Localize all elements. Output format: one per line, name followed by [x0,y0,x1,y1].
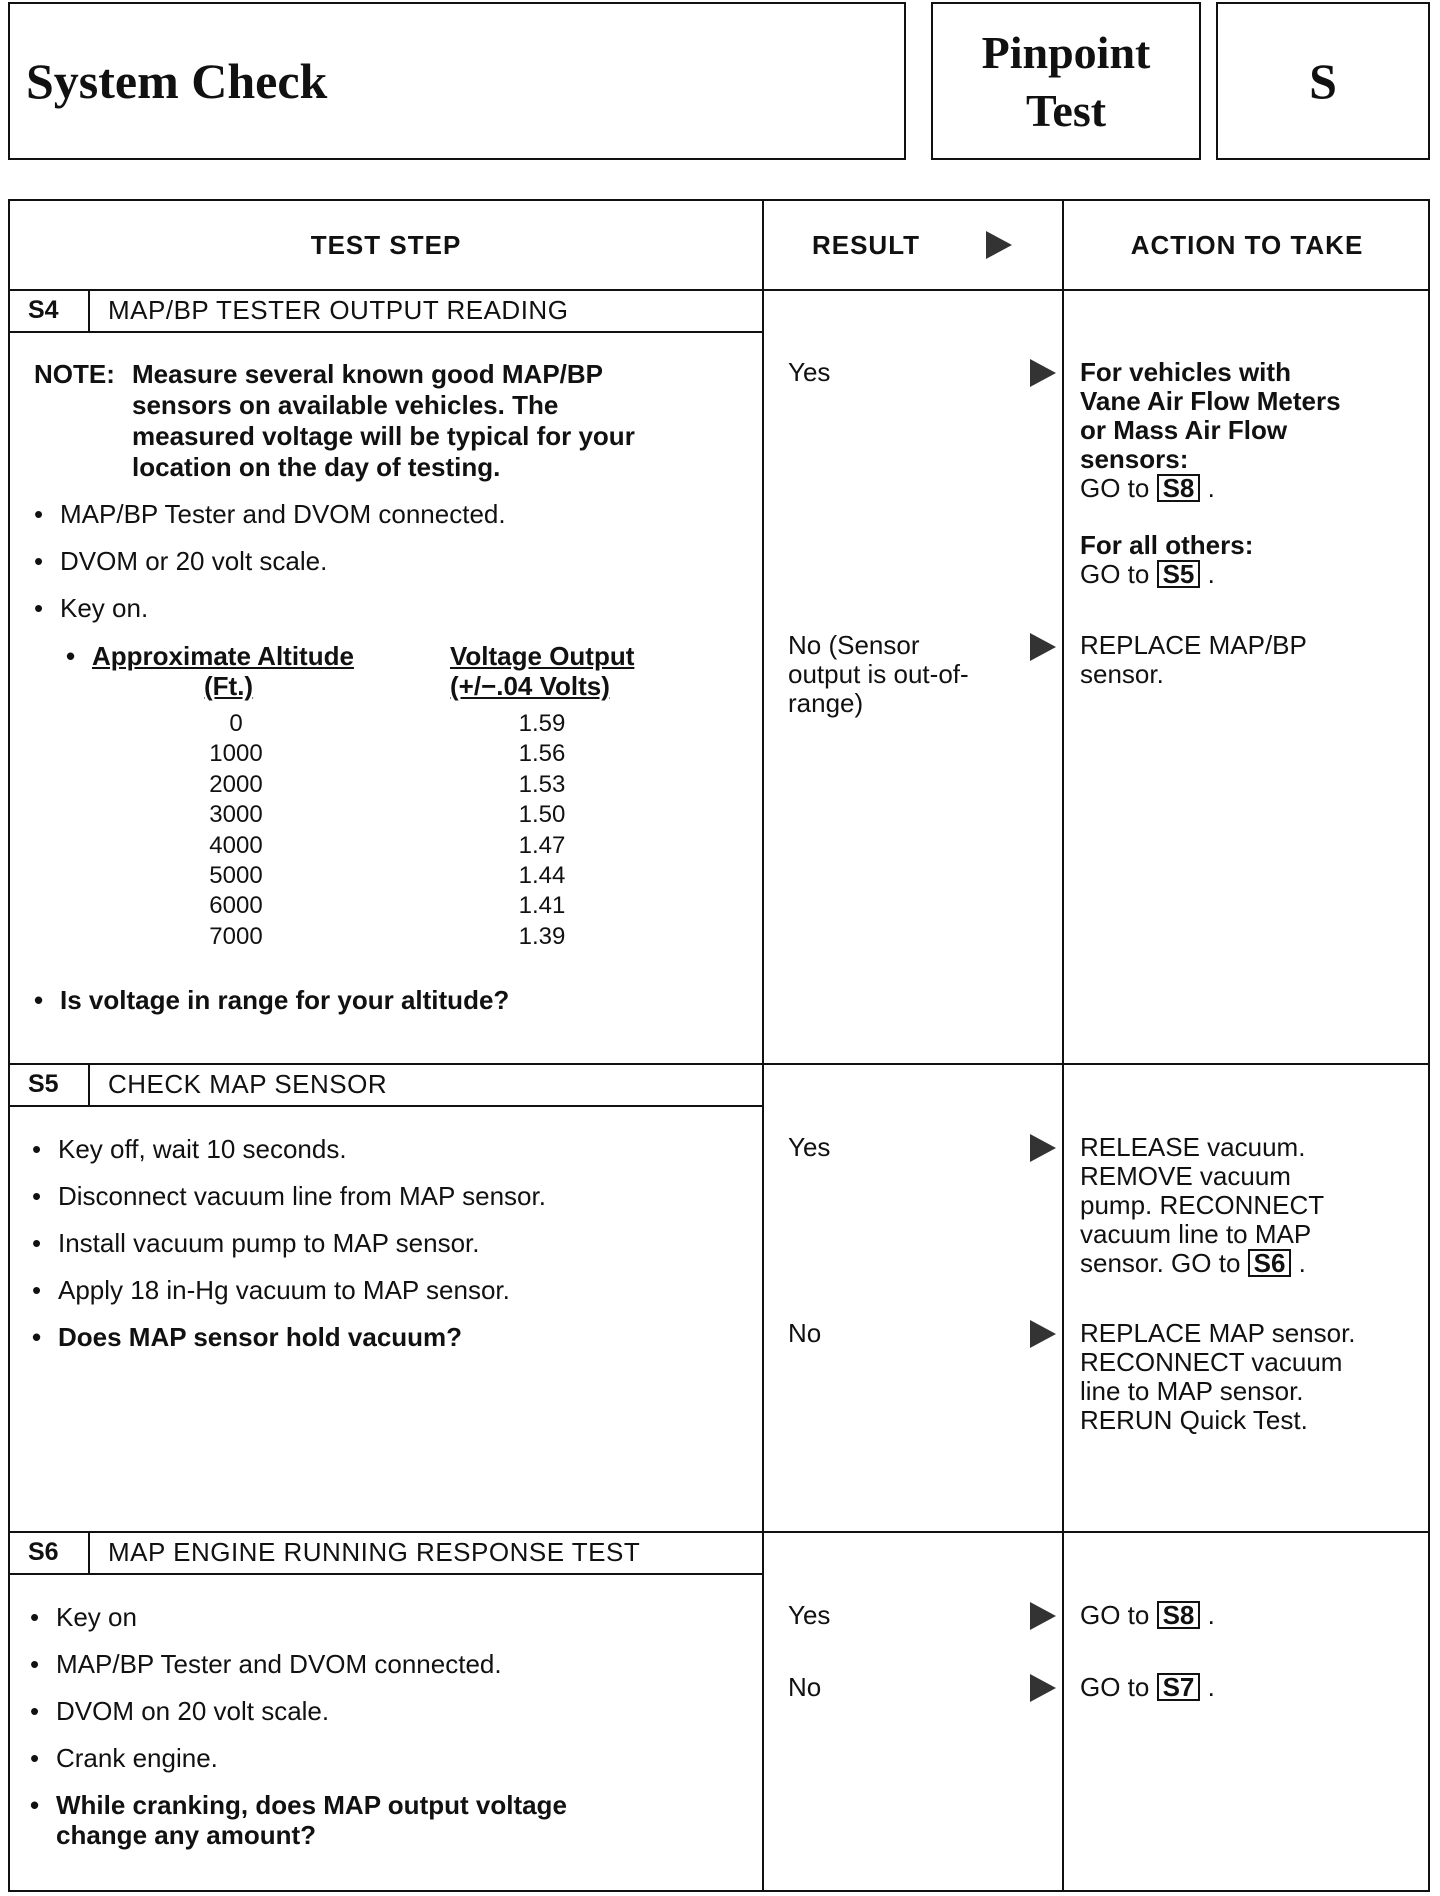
voltage-value: 1.44 [518,862,566,890]
goto-label: GO to [1080,1672,1150,1702]
s5-action-no-line-3: line to MAP sensor. [1080,1376,1304,1406]
step-s5-header [10,1063,762,1107]
step-ref-s8[interactable]: S8 [1157,1601,1201,1629]
step-s6-id: S6 [10,1531,90,1573]
altitude-column [146,709,326,952]
step-s6-header [10,1531,762,1575]
s5-bullet-1: • Key off, wait 10 seconds. [58,1134,347,1164]
s6-action-yes: GO to S8 . [1080,1600,1215,1630]
s6-action-no: GO to S7 . [1080,1672,1215,1702]
pinpoint-test-label [933,24,1199,140]
s4-result-no-line-3: range) [788,688,864,718]
voltage-value: 1.50 [518,801,566,829]
altitude-value: 7000 [209,922,263,950]
step-s5-id: S5 [10,1063,90,1105]
voltage-value: 1.39 [518,922,566,950]
s5-bullet-4: • Apply 18 in-Hg vacuum to MAP sensor. [58,1275,510,1305]
step-ref-s5[interactable]: S5 [1157,560,1201,588]
altitude-value: 0 [229,710,243,737]
voltage-value: 1.59 [518,710,566,737]
s4-action-yes-line-1: For vehicles with [1080,357,1291,387]
s4-action-others-goto: GO to S5 . [1080,559,1215,589]
s4-result-no-line-2: output is out-of- [788,659,969,689]
s4-bullet-2: • DVOM or 20 volt scale. [60,546,327,576]
s4-result-no-line-1: No (Sensor [788,630,920,660]
step-ref-s8[interactable]: S8 [1157,474,1201,502]
s5-action-yes-goto: sensor. GO to [1080,1248,1241,1278]
col-header-test-step: TEST STEP [310,229,462,260]
s6-result-no: No [788,1672,822,1702]
s5-action-no-line-2: RECONNECT vacuum [1080,1347,1343,1377]
voltage-value: 1.56 [518,740,566,768]
title-box [8,2,906,160]
s5-action-yes-line-3: pump. RECONNECT [1080,1190,1325,1220]
s6-result-yes: Yes [788,1600,831,1630]
arrow-icon [1030,1674,1056,1702]
col-header-action: ACTION TO TAKE [1130,229,1364,260]
s4-note-line-3: measured voltage will be typical for your [132,421,635,451]
step-s4-id: S4 [10,289,90,331]
arrow-icon [1030,1320,1056,1348]
s4-action-no-line-1: REPLACE MAP/BP [1080,630,1307,660]
s6-bullet-1: • Key on [56,1602,137,1632]
s5-action-no-line-4: RERUN Quick Test. [1080,1405,1308,1435]
altitude-value: 3000 [209,801,263,829]
voltage-value: 1.47 [518,831,566,859]
s4-note-line-2: sensors on available vehicles. The [132,390,559,420]
step-ref-s6[interactable]: S6 [1248,1249,1292,1277]
s4-question: • Is voltage in range for your altitude? [60,985,509,1015]
s4-action-yes [1080,358,1420,474]
s4-bullet-3: • Key on. [60,593,148,623]
pinpoint-table [8,199,1430,1892]
step-s4-title: MAP/BP TESTER OUTPUT READING [108,295,569,325]
pinpoint-test-box [931,2,1201,160]
s5-result-yes: Yes [788,1132,831,1162]
s4-table-head-voltage: Voltage Output [450,641,635,671]
arrow-icon [1030,1602,1056,1630]
s5-bullet-3: • Install vacuum pump to MAP sensor. [58,1228,480,1258]
altitude-value: 4000 [209,831,263,859]
s4-note-line-1: Measure several known good MAP/BP [132,359,604,389]
arrow-icon [1030,633,1056,661]
column-divider-1 [762,201,764,1890]
s4-action-no [1080,631,1420,689]
altitude-value: 1000 [209,740,263,768]
s6-question [56,1790,567,1850]
s5-bullet-2: • Disconnect vacuum line from MAP sensor. [58,1181,546,1211]
s5-action-no-line-1: REPLACE MAP sensor. [1080,1318,1356,1348]
s4-table-head-voltage-tolerance: (+/−.04 Volts) [450,671,610,701]
col-header-result [762,201,1062,289]
step-s4-header [10,289,762,333]
arrow-icon [1030,359,1056,387]
s5-action-no [1080,1319,1420,1435]
s5-result-no: No [788,1318,822,1348]
test-letter-box [1216,2,1430,160]
pinpoint-line-1: Pinpoint [981,27,1151,78]
arrow-icon [1030,1134,1056,1162]
col-header-result-label: RESULT [811,229,921,260]
s6-bullet-3: • DVOM on 20 volt scale. [56,1696,329,1726]
s6-question-line-1: • While cranking, does MAP output voltage [56,1790,567,1820]
column-divider-2 [1062,201,1064,1890]
s4-action-yes-goto: GO to S8 . [1080,473,1215,503]
s4-action-others: For all others: [1080,530,1254,560]
s4-action-no-line-2: sensor. [1080,659,1164,689]
s6-question-line-2: change any amount? [56,1820,317,1850]
voltage-value: 1.53 [518,770,566,798]
s5-question: • Does MAP sensor hold vacuum? [58,1322,462,1352]
s5-action-yes-line-4: vacuum line to MAP [1080,1219,1312,1249]
s6-bullet-2: • MAP/BP Tester and DVOM connected. [56,1649,502,1679]
s4-table-head-altitude-unit: (Ft.) [204,671,254,701]
s4-result-no [788,631,969,718]
s4-note-label: NOTE: [34,359,115,389]
step-ref-s7[interactable]: S7 [1157,1673,1201,1701]
s5-action-yes-line-5: sensor. GO to S6 . [1080,1248,1306,1278]
goto-label: GO to [1080,1600,1150,1630]
page-title: System Check [26,53,328,109]
s4-bullet-1: • MAP/BP Tester and DVOM connected. [60,499,506,529]
s6-bullet-4: • Crank engine. [56,1743,218,1773]
arrow-icon [986,231,1012,259]
s4-action-yes-line-2: Vane Air Flow Meters [1080,386,1341,416]
goto-label: GO to [1080,473,1150,503]
altitude-value: 6000 [209,892,263,920]
s5-action-yes-line-2: REMOVE vacuum [1080,1161,1291,1191]
s4-action-yes-line-4: sensors: [1080,444,1189,474]
s4-action-yes-line-3: or Mass Air Flow [1080,415,1288,445]
s4-note-line-4: location on the day of testing. [132,452,501,482]
s4-table-head-altitude: • Approximate Altitude [92,641,354,671]
s4-result-yes: Yes [788,357,831,387]
altitude-value: 2000 [209,770,263,798]
s5-action-yes [1080,1133,1420,1278]
voltage-column [482,709,602,952]
step-s5-title: CHECK MAP SENSOR [108,1069,388,1099]
voltage-value: 1.41 [518,892,566,920]
goto-label: GO to [1080,559,1150,589]
pinpoint-line-2: Test [1025,85,1107,136]
step-s6-title: MAP ENGINE RUNNING RESPONSE TEST [108,1537,641,1567]
test-letter: S [1309,53,1337,109]
altitude-value: 5000 [209,862,263,890]
s5-action-yes-line-1: RELEASE vacuum. [1080,1132,1306,1162]
